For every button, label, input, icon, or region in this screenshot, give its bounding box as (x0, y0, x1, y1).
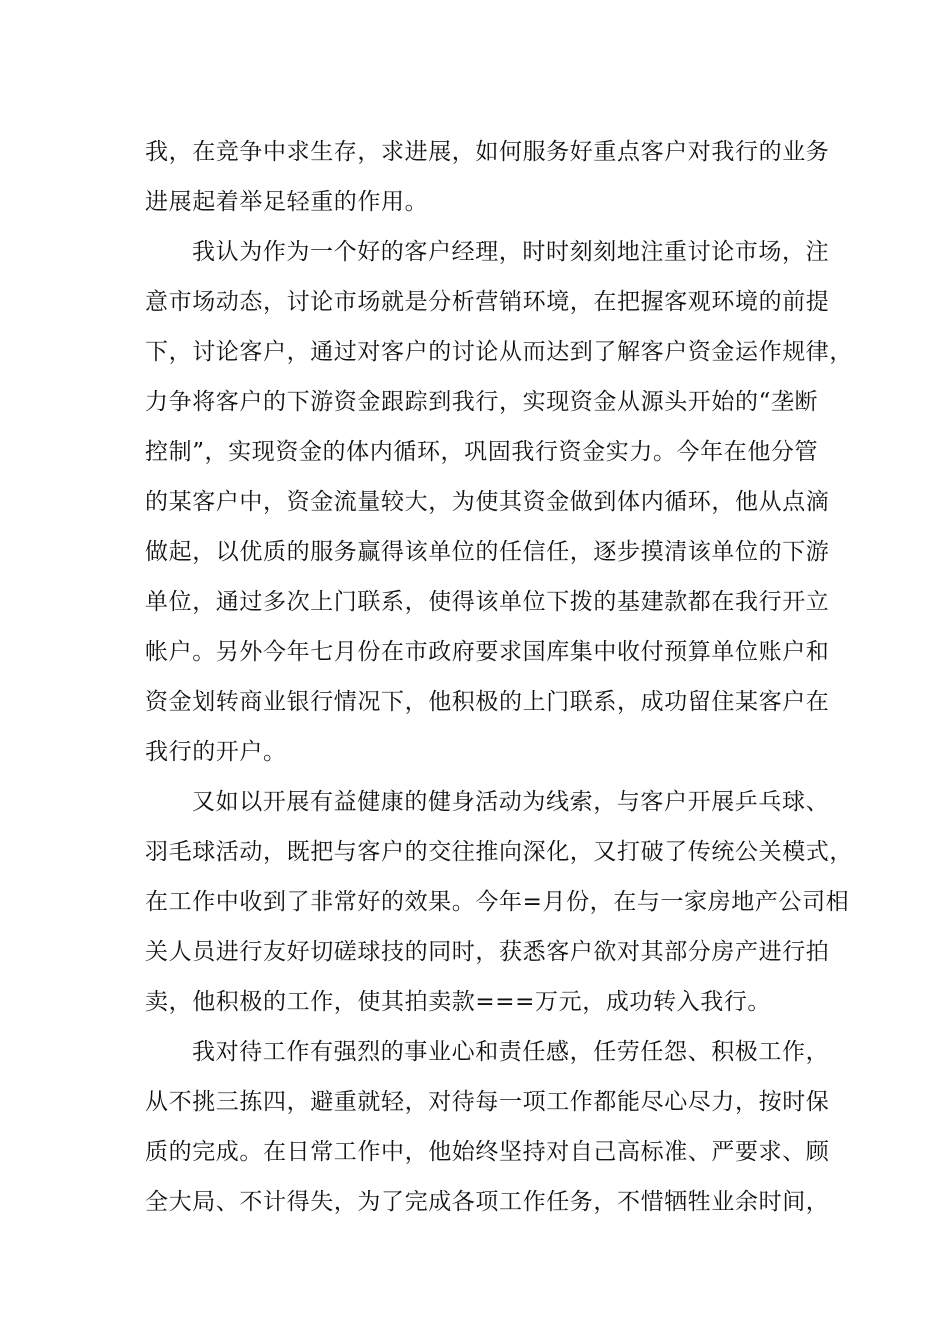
text-line: 在工作中收到了非常好的效果。今年=月份，在与一家房地产公司相 (145, 889, 850, 915)
text-line: 帐户。另外今年七月份在市政府要求国库集中收付预算单位账户和 (145, 639, 830, 665)
paragraph-first-line: 我认为作为一个好的客户经理，时时刻刻地注重讨论市场，注 (192, 239, 830, 265)
text-line: 进展起着举足轻重的作用。 (145, 189, 429, 215)
text-line: 羽毛球活动，既把与客户的交往推向深化，又打破了传统公关模式， (145, 839, 853, 865)
paragraph-first-line: 我对待工作有强烈的事业心和责任感，任劳任怨、积极工作， (192, 1039, 830, 1065)
text-line: 全大局、不计得失，为了完成各项工作任务，不惜牺牲业余时间， (145, 1189, 830, 1215)
text-line: 我行的开户。 (145, 739, 287, 765)
text-line: 控制”，实现资金的体内循环，巩固我行资金实力。今年在他分管 (145, 439, 819, 465)
text-line: 我，在竞争中求生存，求进展，如何服务好重点客户对我行的业务 (145, 139, 830, 165)
text-line: 从不挑三拣四，避重就轻，对待每一项工作都能尽心尽力，按时保 (145, 1089, 830, 1115)
text-line: 力争将客户的下游资金跟踪到我行，实现资金从源头开始的“垄断 (145, 389, 819, 415)
text-line: 意市场动态，讨论市场就是分析营销环境，在把握客观环境的前提 (145, 289, 830, 315)
text-line: 卖，他积极的工作，使其拍卖款===万元，成功转入我行。 (145, 989, 772, 1015)
paragraph-first-line: 又如以开展有益健康的健身活动为线索，与客户开展乒乓球、 (192, 789, 830, 815)
text-line: 下，讨论客户，通过对客户的讨论从而达到了解客户资金运作规律， (145, 339, 853, 365)
text-line: 资金划转商业银行情况下，他积极的上门联系，成功留住某客户在 (145, 689, 830, 715)
text-line: 关人员进行友好切磋球技的同时，获悉客户欲对其部分房产进行拍 (145, 939, 830, 965)
text-line: 单位，通过多次上门联系，使得该单位下拨的基建款都在我行开立 (145, 589, 830, 615)
text-line: 的某客户中，资金流量较大，为使其资金做到体内循环，他从点滴 (145, 489, 830, 515)
text-line: 做起，以优质的服务赢得该单位的任信任，逐步摸清该单位的下游 (145, 539, 830, 565)
text-line: 质的完成。在日常工作中，他始终坚持对自己高标准、严要求、顾 (145, 1139, 830, 1165)
